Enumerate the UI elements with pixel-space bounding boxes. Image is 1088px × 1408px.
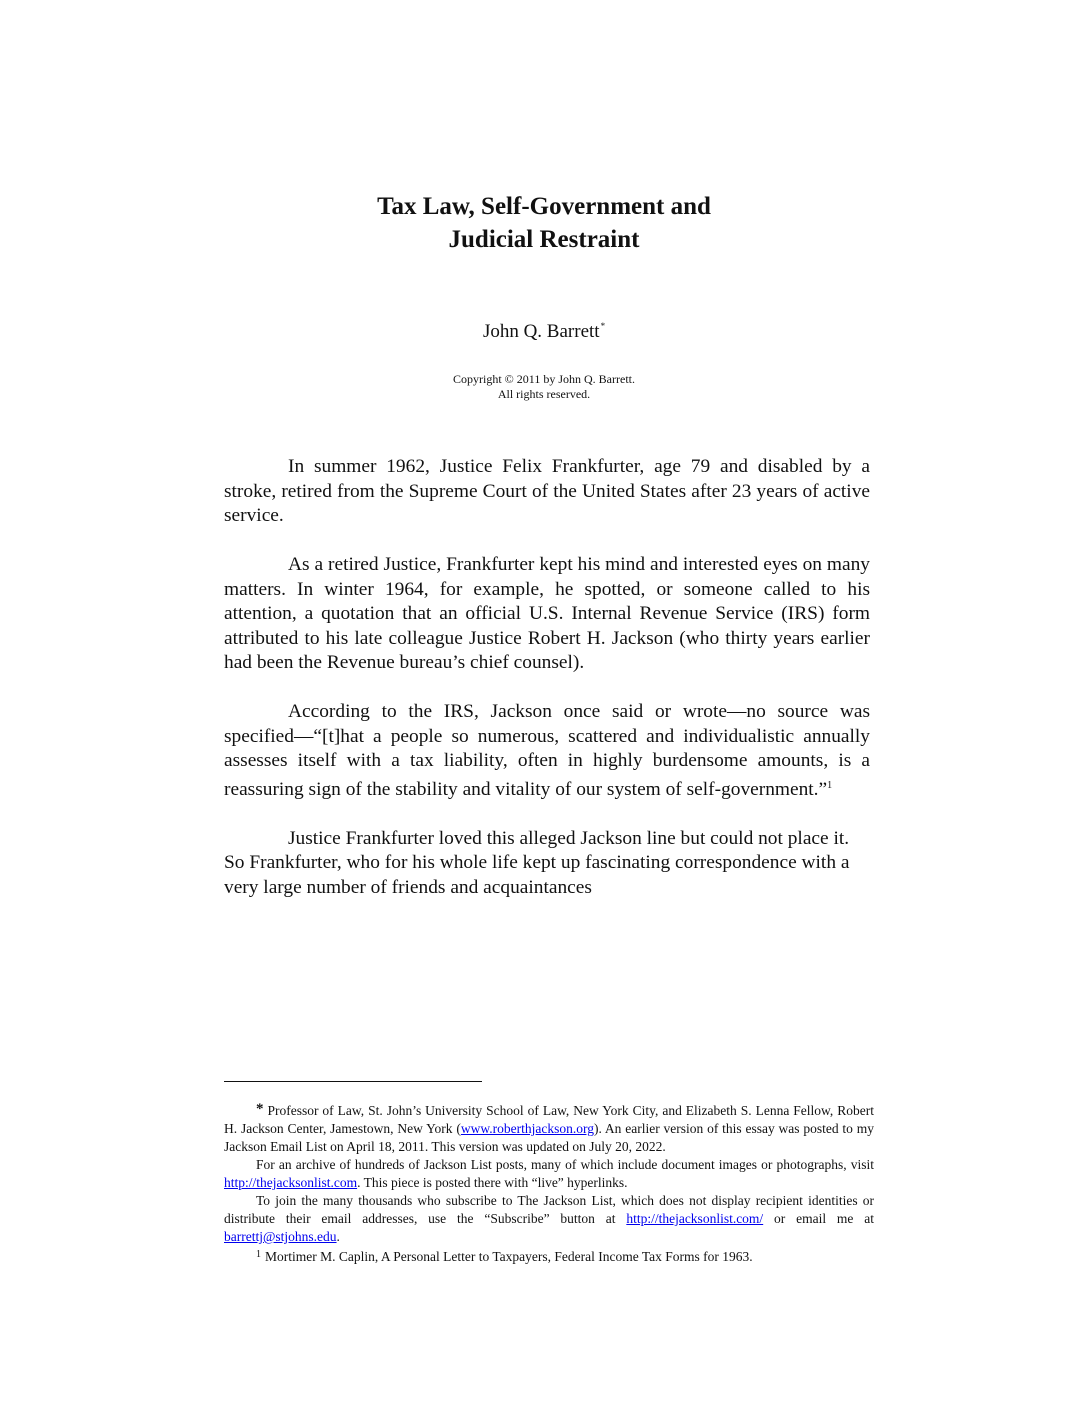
footnote-join [224,1192,874,1246]
footnote-star-marker: * [256,1101,264,1117]
paragraph-4: Justice Frankfurter loved this alleged Jackson line but could not place it. So Frankfurter, who for his whole life kept up fascinating correspondence with a very large number of friends and acquaintances [224,827,850,898]
author-name: John Q. Barrett [482,321,600,342]
footnote-1-marker: 1 [256,1249,261,1260]
jacksonlist-link[interactable]: http://thejacksonlist.com [224,1175,358,1190]
footnote-join-text-a: To join the many thousands who subscribe to The Jackson List, which does not display recipient identities or distribute their email addresses, use the “Subscribe” button at [224,1193,874,1226]
title-line-1: Tax Law, Self-Government and [377,193,711,220]
copyright-notice [0,372,1088,402]
footnote-divider [224,1081,482,1082]
paragraph-3-text: According to the IRS, Jackson once said or wrote—no source was specified—“[t]hat a people so numerous, scattered and individualistic annually assesses itself with a tax liability, often in highly burdensome amounts, is a reassuring sign of the stability and vitality of our system of self-government.” [224,701,870,800]
author-byline [0,314,1088,344]
copyright-line-1: Copyright © 2011 by John Q. Barrett. [453,372,635,386]
footnotes [224,1100,874,1266]
footnote-star-text-a: Professor of Law, St. John’s University School of Law, New York City, and Elizabeth S. Lenna Fellow, Robert H. Jackson Center, Jamestown, New York ( [224,1103,874,1136]
roberthjackson-link[interactable]: www.roberthjackson.org [460,1121,594,1136]
footnote-ref-1[interactable]: 1 [827,779,833,791]
footnote-1 [224,1246,874,1266]
footnote-archive-text-b: . This piece is posted there with “live” hyperlinks. [357,1175,628,1190]
author-footnote-marker: * [600,321,606,331]
title-line-2: Judicial Restraint [448,226,640,253]
paragraph-1: In summer 1962, Justice Felix Frankfurter, age 79 and disabled by a stroke, retired from the Supreme Court of the United States after 23 years of active service. [224,456,870,526]
footnote-archive-text-a: For an archive of hundreds of Jackson List posts, many of which include document images or photographs, visit [256,1157,874,1172]
copyright-line-2: All rights reserved. [497,387,591,401]
footnote-1-text: Mortimer M. Caplin, A Personal Letter to Taxpayers, Federal Income Tax Forms for 1963. [265,1249,753,1264]
footnote-star [224,1100,874,1156]
jacksonlist-subscribe-link[interactable]: http://thejacksonlist.com/ [626,1211,764,1226]
footnote-star-text-b: ). An earlier version of this essay was posted to my Jackson Email List on April 18, 2011. This version was updated on July 20, 2022. [224,1121,874,1154]
paragraph-2: As a retired Justice, Frankfurter kept his mind and interested eyes on many matters. In winter 1964, for example, he spotted, or someone called to his attention, a quotation that an official U.S. Internal Revenue Service (IRS) form attributed to his late colleague Justice Robert H. Jackson (who thirty years earlier had been the Revenue bureau’s chief counsel). [224,554,870,673]
essay-body [224,455,870,925]
page-title [0,190,1088,256]
footnote-join-text-b: or email me at [763,1211,875,1226]
footnote-join-text-c: . [336,1229,340,1244]
footnote-archive [224,1156,874,1192]
paragraph-3 [224,700,870,802]
email-link[interactable]: barrettj@stjohns.edu [224,1229,337,1244]
